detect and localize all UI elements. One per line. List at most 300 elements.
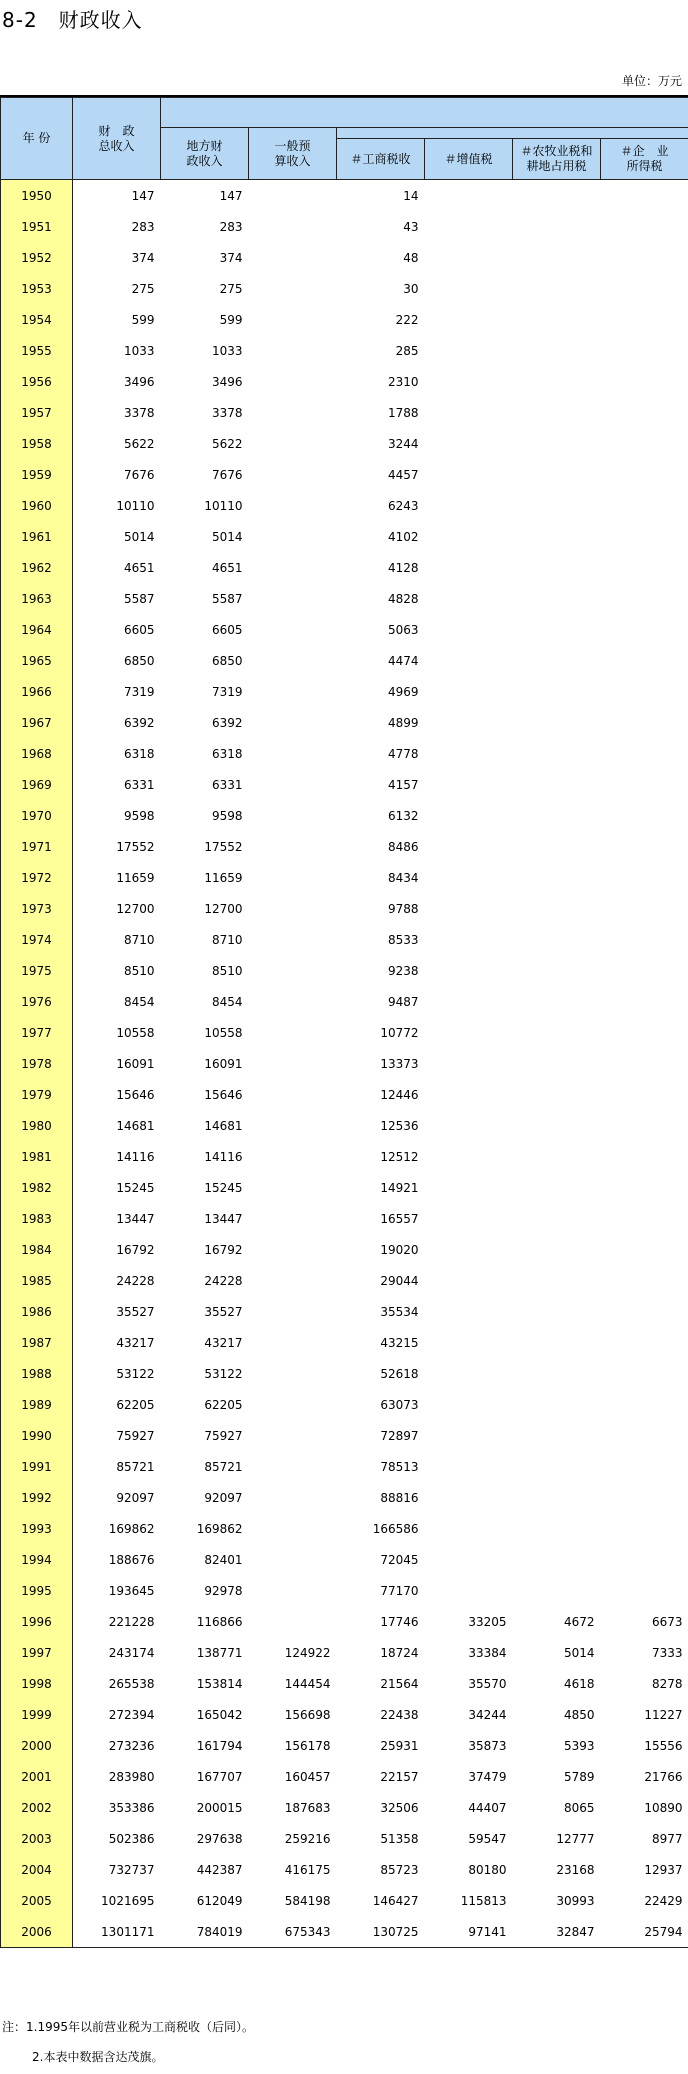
cell-vat: 35570: [468, 1676, 507, 1691]
cell-agri: [513, 1048, 601, 1079]
cell-total: 8510: [123, 963, 155, 978]
header-year: 年 份: [1, 98, 73, 180]
cell-agri: [513, 893, 601, 924]
cell-vat: [425, 707, 513, 738]
cell-vat: 44407: [468, 1800, 507, 1815]
table-row: [1, 1606, 688, 1637]
cell-agri: [513, 1575, 601, 1606]
table-row: [1, 366, 688, 397]
cell-industrial: 25931: [380, 1738, 419, 1753]
cell-budget: [249, 304, 337, 335]
header-subgroup-spacer: [337, 128, 688, 139]
cell-year: 1994: [1, 1544, 73, 1575]
cell-total: 3378: [123, 405, 155, 420]
cell-corp: [601, 800, 688, 831]
header-group-spacer: [161, 98, 688, 128]
cell-agri: [513, 273, 601, 304]
cell-vat: [425, 1234, 513, 1265]
cell-industrial: 78513: [380, 1459, 419, 1474]
cell-budget: [249, 738, 337, 769]
cell-vat: [425, 1358, 513, 1389]
cell-industrial: 16557: [380, 1211, 419, 1226]
cell-industrial: 3244: [387, 436, 419, 451]
cell-year: 1998: [1, 1668, 73, 1699]
cell-agri: 5014: [563, 1645, 595, 1660]
cell-local: 14116: [204, 1149, 243, 1164]
cell-local: 8510: [211, 963, 243, 978]
cell-agri: 12777: [556, 1831, 595, 1846]
cell-total: 12700: [116, 901, 155, 916]
cell-total: 273236: [108, 1738, 155, 1753]
cell-local: 6331: [211, 777, 243, 792]
cell-industrial: 4457: [387, 467, 419, 482]
cell-year: 1973: [1, 893, 73, 924]
cell-local: 200015: [196, 1800, 243, 1815]
cell-agri: [513, 1234, 601, 1265]
cell-year: 1991: [1, 1451, 73, 1482]
cell-budget: [249, 1234, 337, 1265]
cell-local: 161794: [196, 1738, 243, 1753]
cell-agri: [513, 521, 601, 552]
cell-agri: [513, 428, 601, 459]
cell-local: 8710: [211, 932, 243, 947]
cell-vat: [425, 1327, 513, 1358]
header-corporate-tax: ＃企 业 所得税: [601, 139, 688, 180]
cell-agri: [513, 676, 601, 707]
cell-vat: [425, 1389, 513, 1420]
cell-agri: [513, 1172, 601, 1203]
cell-budget: [249, 1606, 337, 1637]
cell-total: 272394: [108, 1707, 155, 1722]
cell-agri: [513, 1482, 601, 1513]
table-row: [1, 1699, 688, 1730]
cell-agri: [513, 1203, 601, 1234]
cell-budget: [249, 769, 337, 800]
cell-agri: [513, 1017, 601, 1048]
cell-year: 1950: [1, 180, 73, 212]
table-row: [1, 1482, 688, 1513]
cell-year: 2006: [1, 1916, 73, 1948]
cell-industrial: 14921: [380, 1180, 419, 1195]
cell-agri: [513, 366, 601, 397]
cell-local: 1033: [211, 343, 243, 358]
cell-vat: [425, 273, 513, 304]
cell-total: 6331: [123, 777, 155, 792]
cell-vat: [425, 1451, 513, 1482]
cell-local: 6850: [211, 653, 243, 668]
cell-budget: [249, 1420, 337, 1451]
cell-vat: [425, 1265, 513, 1296]
cell-corp: [601, 1234, 688, 1265]
cell-year: 1974: [1, 924, 73, 955]
cell-total: 147: [131, 188, 155, 203]
cell-budget: [249, 397, 337, 428]
cell-total: 374: [131, 250, 155, 265]
cell-industrial: 9487: [387, 994, 419, 1009]
cell-agri: 4672: [563, 1614, 595, 1629]
cell-agri: [513, 645, 601, 676]
cell-year: 1953: [1, 273, 73, 304]
cell-total: 283: [131, 219, 155, 234]
cell-industrial: 19020: [380, 1242, 419, 1257]
cell-local: 116866: [196, 1614, 243, 1629]
table-row: [1, 1110, 688, 1141]
cell-budget: [249, 1389, 337, 1420]
cell-total: 265538: [108, 1676, 155, 1691]
cell-agri: [513, 1358, 601, 1389]
cell-year: 1986: [1, 1296, 73, 1327]
cell-total: 5014: [123, 529, 155, 544]
cell-vat: [425, 738, 513, 769]
cell-year: 1975: [1, 955, 73, 986]
cell-budget: [249, 459, 337, 490]
table-row: [1, 273, 688, 304]
cell-corp: [601, 521, 688, 552]
cell-corp: [601, 366, 688, 397]
table-row: [1, 645, 688, 676]
cell-local: 138771: [196, 1645, 243, 1660]
cell-agri: [513, 397, 601, 428]
table-row: [1, 1234, 688, 1265]
table-row: [1, 1327, 688, 1358]
cell-year: 2004: [1, 1854, 73, 1885]
cell-year: 1966: [1, 676, 73, 707]
cell-budget: [249, 800, 337, 831]
table-row: [1, 1668, 688, 1699]
cell-budget: [249, 645, 337, 676]
cell-year: 1981: [1, 1141, 73, 1172]
cell-industrial: 63073: [380, 1397, 419, 1412]
cell-year: 1954: [1, 304, 73, 335]
cell-local: 4651: [211, 560, 243, 575]
cell-agri: [513, 1451, 601, 1482]
cell-corp: [601, 1265, 688, 1296]
cell-corp: [601, 707, 688, 738]
cell-industrial: 4899: [387, 715, 419, 730]
cell-local: 82401: [204, 1552, 243, 1567]
cell-budget: [249, 521, 337, 552]
cell-year: 1956: [1, 366, 73, 397]
cell-local: 3378: [211, 405, 243, 420]
cell-total: 5587: [123, 591, 155, 606]
cell-agri: 4618: [563, 1676, 595, 1691]
table-row: [1, 428, 688, 459]
cell-budget: 144454: [284, 1676, 331, 1691]
cell-corp: [601, 1575, 688, 1606]
cell-budget: [249, 893, 337, 924]
cell-vat: [425, 1203, 513, 1234]
cell-corp: [601, 1079, 688, 1110]
table-row: [1, 1265, 688, 1296]
cell-total: 283980: [108, 1769, 155, 1784]
cell-corp: [601, 1017, 688, 1048]
table-row: [1, 1575, 688, 1606]
cell-vat: [425, 335, 513, 366]
table-row: [1, 1451, 688, 1482]
cell-year: 1955: [1, 335, 73, 366]
table-row: [1, 893, 688, 924]
cell-corp: 8278: [652, 1676, 683, 1691]
cell-local: 169862: [196, 1521, 243, 1536]
cell-industrial: 8533: [387, 932, 419, 947]
cell-vat: [425, 800, 513, 831]
cell-local: 92978: [204, 1583, 243, 1598]
cell-budget: [249, 366, 337, 397]
cell-corp: [601, 645, 688, 676]
cell-total: 35527: [116, 1304, 155, 1319]
cell-local: 784019: [161, 1916, 249, 1948]
table-row: [1, 1823, 688, 1854]
cell-industrial: 77170: [380, 1583, 419, 1598]
table-row: [1, 397, 688, 428]
cell-vat: [425, 986, 513, 1017]
cell-budget: [249, 273, 337, 304]
cell-industrial: 12536: [380, 1118, 419, 1133]
table-notes: [2, 2012, 254, 2072]
cell-vat: [425, 552, 513, 583]
table-row: [1, 769, 688, 800]
cell-total: 75927: [116, 1428, 155, 1443]
cell-industrial: 4102: [387, 529, 419, 544]
cell-total: 6392: [123, 715, 155, 730]
cell-local: 153814: [196, 1676, 243, 1691]
cell-corp: [601, 1141, 688, 1172]
cell-budget: 259216: [284, 1831, 331, 1846]
cell-total: 275: [131, 281, 155, 296]
cell-agri: [513, 1141, 601, 1172]
cell-year: 1969: [1, 769, 73, 800]
cell-total: 193645: [108, 1583, 155, 1598]
cell-corp: 6673: [652, 1614, 683, 1629]
header-local-revenue: 地方财 政收入: [161, 128, 249, 180]
cell-budget: 675343: [249, 1916, 337, 1948]
cell-total: 43217: [116, 1335, 155, 1350]
cell-vat: 80180: [468, 1862, 507, 1877]
cell-vat: [425, 1575, 513, 1606]
cell-agri: [513, 1265, 601, 1296]
cell-corp: [601, 1544, 688, 1575]
cell-local: 13447: [204, 1211, 243, 1226]
table-row: [1, 1761, 688, 1792]
cell-year: 1960: [1, 490, 73, 521]
cell-corp: [601, 862, 688, 893]
table-row: [1, 1730, 688, 1761]
cell-corp: [601, 1482, 688, 1513]
cell-year: 1962: [1, 552, 73, 583]
cell-year: 1957: [1, 397, 73, 428]
cell-industrial: 166586: [372, 1521, 419, 1536]
cell-agri: [513, 1296, 601, 1327]
cell-total: 24228: [116, 1273, 155, 1288]
cell-year: 1982: [1, 1172, 73, 1203]
cell-corp: [601, 428, 688, 459]
table-row: [1, 521, 688, 552]
cell-budget: 187683: [284, 1800, 331, 1815]
cell-corp: [601, 180, 688, 212]
cell-vat: 35873: [468, 1738, 507, 1753]
cell-vat: [425, 769, 513, 800]
cell-budget: [249, 862, 337, 893]
cell-corp: [601, 552, 688, 583]
cell-corp: [601, 614, 688, 645]
cell-industrial: 35534: [380, 1304, 419, 1319]
cell-local: 35527: [204, 1304, 243, 1319]
cell-industrial: 222: [395, 312, 419, 327]
cell-vat: [425, 614, 513, 645]
cell-total: 6850: [123, 653, 155, 668]
cell-agri: [513, 211, 601, 242]
cell-total: 92097: [116, 1490, 155, 1505]
cell-total: 10110: [116, 498, 155, 513]
table-row: [1, 924, 688, 955]
cell-total: 14681: [116, 1118, 155, 1133]
cell-year: 1978: [1, 1048, 73, 1079]
cell-year: 1989: [1, 1389, 73, 1420]
cell-local: 10558: [204, 1025, 243, 1040]
cell-year: 1977: [1, 1017, 73, 1048]
cell-total: 7676: [123, 467, 155, 482]
cell-total: 62205: [116, 1397, 155, 1412]
cell-budget: [249, 242, 337, 273]
cell-industrial: 29044: [380, 1273, 419, 1288]
cell-total: 243174: [108, 1645, 155, 1660]
cell-local: 275: [219, 281, 243, 296]
header-total-revenue: 财 政 总收入: [73, 98, 161, 180]
cell-budget: [249, 490, 337, 521]
cell-agri: 4850: [563, 1707, 595, 1722]
cell-local: 10110: [204, 498, 243, 513]
cell-agri: [513, 552, 601, 583]
table-row: [1, 738, 688, 769]
cell-corp: [601, 459, 688, 490]
cell-year: 2001: [1, 1761, 73, 1792]
table-row: [1, 1854, 688, 1885]
cell-industrial: 88816: [380, 1490, 419, 1505]
cell-agri: [513, 335, 601, 366]
note-1: 注：1.1995年以前营业税为工商税收（后同）。: [2, 2020, 254, 2034]
table-row: [1, 800, 688, 831]
cell-total: 53122: [116, 1366, 155, 1381]
cell-year: 1958: [1, 428, 73, 459]
cell-local: 12700: [204, 901, 243, 916]
cell-corp: [601, 211, 688, 242]
table-row: [1, 1885, 688, 1916]
table-row: [1, 1017, 688, 1048]
cell-agri: [513, 738, 601, 769]
cell-year: 1980: [1, 1110, 73, 1141]
cell-vat: [425, 645, 513, 676]
cell-budget: [249, 1203, 337, 1234]
cell-budget: [249, 1513, 337, 1544]
table-row: [1, 180, 688, 212]
cell-total: 16091: [116, 1056, 155, 1071]
cell-vat: 59547: [468, 1831, 507, 1846]
header-agri-tax: ＃农牧业税和 耕地占用税: [513, 139, 601, 180]
cell-budget: [249, 707, 337, 738]
cell-industrial: 9238: [387, 963, 419, 978]
header-vat: ＃增值税: [425, 139, 513, 180]
cell-vat: [425, 1141, 513, 1172]
cell-industrial: 285: [395, 343, 419, 358]
cell-industrial: 21564: [380, 1676, 419, 1691]
cell-industrial: 72045: [380, 1552, 419, 1567]
cell-budget: [249, 552, 337, 583]
cell-budget: 160457: [284, 1769, 331, 1784]
cell-total: 11659: [116, 870, 155, 885]
cell-total: 13447: [116, 1211, 155, 1226]
cell-agri: [513, 1110, 601, 1141]
cell-corp: [601, 1513, 688, 1544]
cell-corp: 10890: [644, 1800, 683, 1815]
cell-agri: [513, 1327, 601, 1358]
cell-vat: [425, 676, 513, 707]
cell-corp: [601, 397, 688, 428]
cell-industrial: 72897: [380, 1428, 419, 1443]
cell-corp: [601, 583, 688, 614]
cell-year: 1995: [1, 1575, 73, 1606]
cell-total: 8454: [123, 994, 155, 1009]
cell-budget: [249, 428, 337, 459]
cell-budget: [249, 1544, 337, 1575]
table-body: [1, 180, 688, 1948]
cell-agri: 32847: [513, 1916, 601, 1948]
cell-agri: [513, 304, 601, 335]
cell-local: 3496: [211, 374, 243, 389]
table-row: [1, 552, 688, 583]
cell-vat: 115813: [460, 1893, 507, 1908]
cell-agri: [513, 986, 601, 1017]
cell-total: 353386: [108, 1800, 155, 1815]
cell-vat: [425, 1296, 513, 1327]
cell-agri: 5789: [563, 1769, 595, 1784]
cell-vat: [425, 180, 513, 212]
cell-local: 75927: [204, 1428, 243, 1443]
table-row: [1, 1079, 688, 1110]
cell-vat: [425, 490, 513, 521]
cell-budget: [249, 1451, 337, 1482]
cell-total: 15646: [116, 1087, 155, 1102]
cell-local: 283: [219, 219, 243, 234]
cell-industrial: 18724: [380, 1645, 419, 1660]
cell-local: 62205: [204, 1397, 243, 1412]
table-row: [1, 242, 688, 273]
cell-vat: [425, 1017, 513, 1048]
cell-local: 17552: [204, 839, 243, 854]
cell-local: 7319: [211, 684, 243, 699]
cell-vat: [425, 924, 513, 955]
page-title: 8-2 财政收入: [2, 8, 143, 32]
cell-local: 6605: [211, 622, 243, 637]
cell-local: 5622: [211, 436, 243, 451]
cell-local: 9598: [211, 808, 243, 823]
cell-year: 1997: [1, 1637, 73, 1668]
table-row: [1, 862, 688, 893]
cell-total: 732737: [108, 1862, 155, 1877]
cell-budget: [249, 211, 337, 242]
cell-budget: 584198: [284, 1893, 331, 1908]
table-row: [1, 304, 688, 335]
cell-local: 8454: [211, 994, 243, 1009]
cell-industrial: 4778: [387, 746, 419, 761]
table-row: [1, 1792, 688, 1823]
cell-budget: 124922: [284, 1645, 331, 1660]
cell-corp: 21766: [644, 1769, 683, 1784]
cell-local: 165042: [196, 1707, 243, 1722]
cell-total: 3496: [123, 374, 155, 389]
cell-local: 43217: [204, 1335, 243, 1350]
cell-vat: [425, 1110, 513, 1141]
unit-label: 单位：万元: [621, 74, 682, 88]
